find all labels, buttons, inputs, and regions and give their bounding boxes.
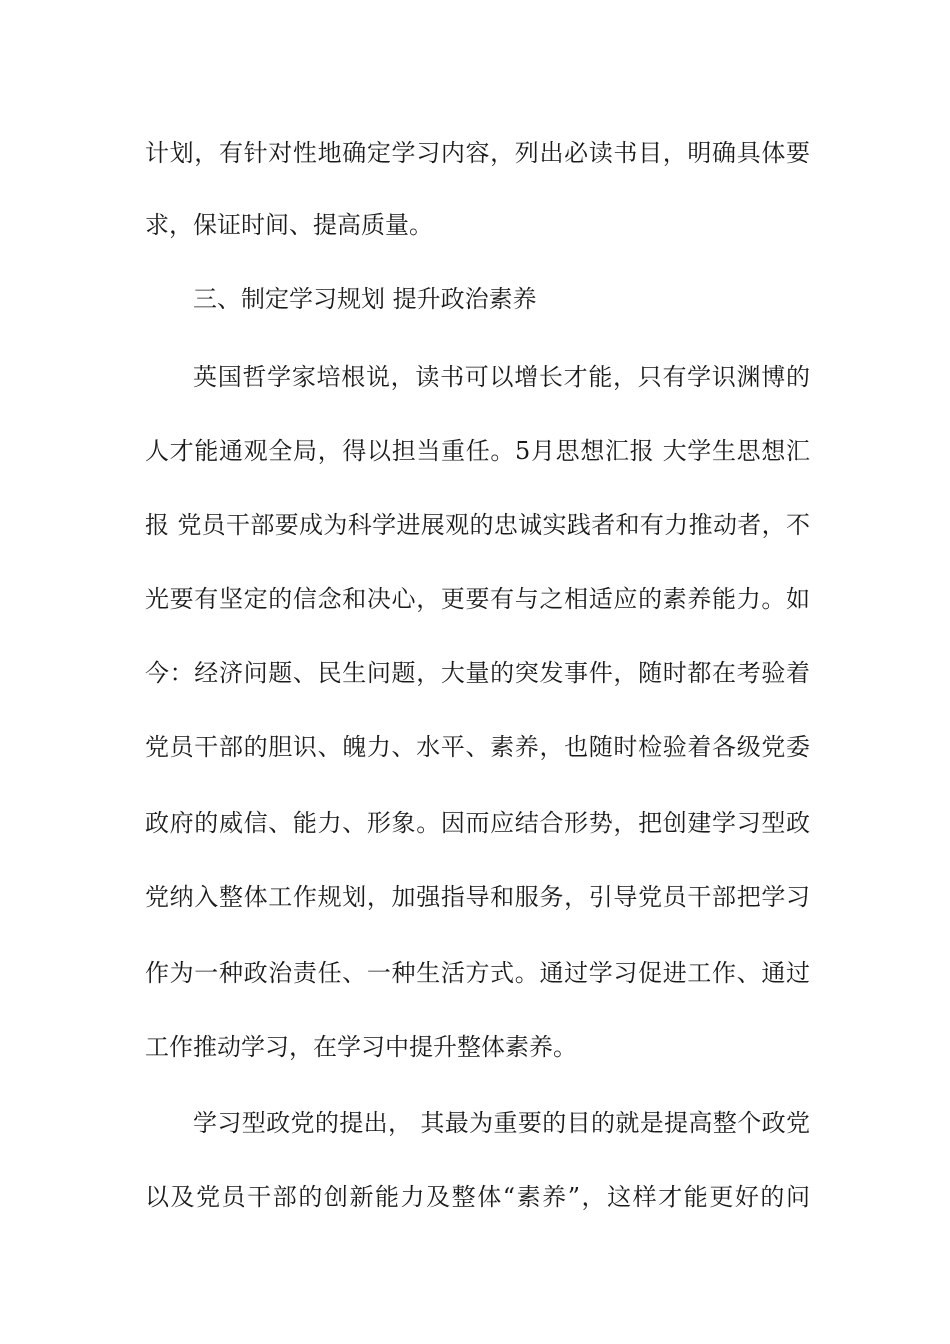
text-line: 计划，有针对性地确定学习内容，列出必读书目，明确具体要 [145,139,810,167]
text-line: 求，保证时间、提高质量。 [145,211,433,239]
text-line: 学习型政党的提出， 其最为重要的目的就是提高整个政党 [193,1109,810,1137]
text-line: 英国哲学家培根说，读书可以增长才能，只有学识渊博的 [193,363,810,391]
text-line: 工作推动学习，在学习中提升整体素养。 [145,1033,577,1061]
text-line: 报 党员干部要成为科学进展观的忠诚实践者和有力推动者，不 [145,511,810,539]
text-line: 光要有坚定的信念和决心，更要有与之相适应的素养能力。如 [145,585,810,613]
text-line: 党纳入整体工作规划，加强指导和服务，引导党员干部把学习 [145,883,810,911]
section-heading: 三、制定学习规划 提升政治素养 [193,285,537,313]
text-line: 政府的威信、能力、形象。因而应结合形势，把创建学习型政 [145,809,810,837]
text-line: 人才能通观全局，得以担当重任。5月思想汇报 大学生思想汇 [145,437,810,465]
text-line: 以及党员干部的创新能力及整体“素养”，这样才能更好的问 [145,1183,810,1211]
text-line: 今：经济问题、民生问题，大量的突发事件，随时都在考验着 [145,659,810,687]
text-line: 作为一种政治责任、一种生活方式。通过学习促进工作、通过 [145,959,810,987]
text-line: 党员干部的胆识、魄力、水平、素养，也随时检验着各级党委 [145,733,810,761]
